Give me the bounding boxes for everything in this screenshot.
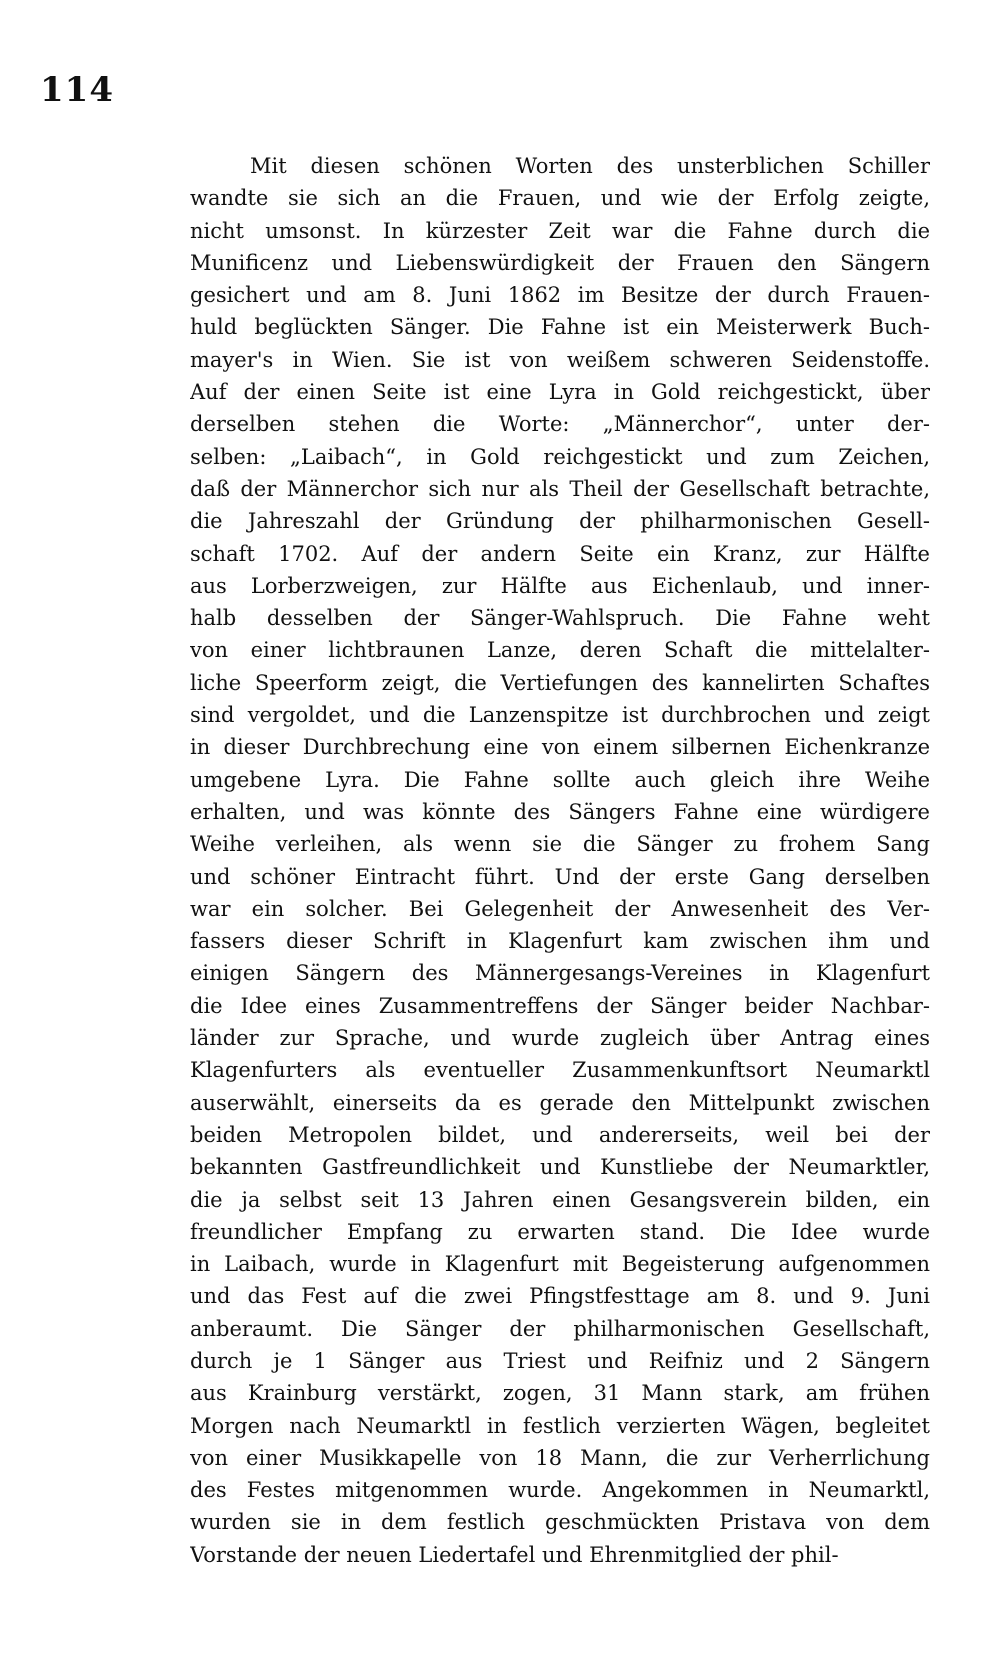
text-line: durch je 1 Sänger aus Triest und Reifniz und 2 Sängern [190,1348,930,1373]
text-line: des Festes mitgenommen wurde. Angekommen in Neumarktl, [190,1478,930,1503]
text-line: Munificenz und Liebenswürdigkeit der Frauen den Sängern [190,250,930,275]
text-line: länder zur Sprache, und wurde zugleich über Antrag eines [190,1026,930,1051]
text-line: nicht umsonst. In kürzester Zeit war die Fahne durch die [190,218,930,243]
text-line: auserwählt, einerseits da es gerade den Mittelpunkt zwischen [190,1090,930,1115]
text-line: und schöner Eintracht führt. Und der erste Gang derselben [190,864,930,889]
text-line: Auf der einen Seite ist eine Lyra in Gold reichgestickt, über [190,380,930,405]
text-line: die Idee eines Zusammentreffens der Sänger beider Nachbar- [190,993,930,1018]
text-line: wandte sie sich an die Frauen, und wie der Erfolg zeigte, [190,186,930,211]
text-line: schaft 1702. Auf der andern Seite ein Kranz, zur Hälfte [190,541,930,566]
text-line: in dieser Durchbrechung eine von einem silbernen Eichenkranze [190,735,930,760]
text-line: gesichert und am 8. Juni 1862 im Besitze der durch Frauen- [190,283,930,308]
text-line: halb desselben der Sänger-Wahlspruch. Die Fahne weht [190,606,930,631]
text-line: liche Speerform zeigt, die Vertiefungen des kannelirten Schaftes [190,670,930,695]
page-number: 114 [40,70,114,110]
text-line: mayer's in Wien. Sie ist von weißem schweren Seidenstoffe. [190,347,930,372]
text-line: bekannten Gastfreundlichkeit und Kunstliebe der Neumarktler, [190,1155,930,1180]
text-line: Klagenfurters als eventueller Zusammenkunftsort Neumarktl [190,1058,930,1083]
text-line: aus Lorberzweigen, zur Hälfte aus Eichenlaub, und inner- [190,573,930,598]
text-line: von einer Musikkapelle von 18 Mann, die zur Verherrlichung [190,1445,930,1470]
text-line: einigen Sängern des Männergesangs-Vereines in Klagenfurt [190,961,930,986]
text-line: die ja selbst seit 13 Jahren einen Gesangsverein bilden, ein [190,1187,930,1212]
text-line: und das Fest auf die zwei Pfingstfesttage am 8. und 9. Juni [190,1284,930,1309]
text-line: derselben stehen die Worte: „Männerchor“, unter der- [190,412,930,437]
text-line: fassers dieser Schrift in Klagenfurt kam zwischen ihm und [190,929,930,954]
text-line: wurden sie in dem festlich geschmückten Pristava von dem [190,1510,930,1535]
text-line: in Laibach, wurde in Klagenfurt mit Begeisterung aufgenommen [190,1252,930,1277]
text-line: die Jahreszahl der Gründung der philharmonischen Gesell- [190,509,930,534]
text-line: daß der Männerchor sich nur als Theil der Gesellschaft betrachte, [190,476,930,501]
text-line: Morgen nach Neumarktl in festlich verzierten Wägen, begleitet [190,1413,930,1438]
text-line: umgebene Lyra. Die Fahne sollte auch gleich ihre Weihe [190,767,930,792]
text-line: sind vergoldet, und die Lanzenspitze ist durchbrochen und zeigt [190,703,930,728]
body-text [190,150,930,1571]
text-line: Vorstande der neuen Liedertafel und Ehrenmitglied der phil- [190,1542,839,1567]
text-line: huld beglückten Sänger. Die Fahne ist ein Meisterwerk Buch- [190,315,930,340]
text-line: selben: „Laibach“, in Gold reichgestickt und zum Zeichen, [190,444,930,469]
text-line: freundlicher Empfang zu erwarten stand. Die Idee wurde [190,1219,930,1244]
text-line: Mit diesen schönen Worten des unsterblichen Schiller [250,154,930,178]
text-line: aus Krainburg verstärkt, zogen, 31 Mann stark, am frühen [190,1381,930,1406]
text-line: war ein solcher. Bei Gelegenheit der Anwesenheit des Ver- [190,896,930,921]
text-line: erhalten, und was könnte des Sängers Fahne eine würdigere [190,799,930,824]
text-line: beiden Metropolen bildet, und andererseits, weil bei der [190,1122,930,1147]
text-line: von einer lichtbraunen Lanze, deren Schaft die mittelalter- [190,638,930,663]
text-line: Weihe verleihen, als wenn sie die Sänger zu frohem Sang [190,832,930,857]
text-line: anberaumt. Die Sänger der philharmonischen Gesellschaft, [190,1316,930,1341]
